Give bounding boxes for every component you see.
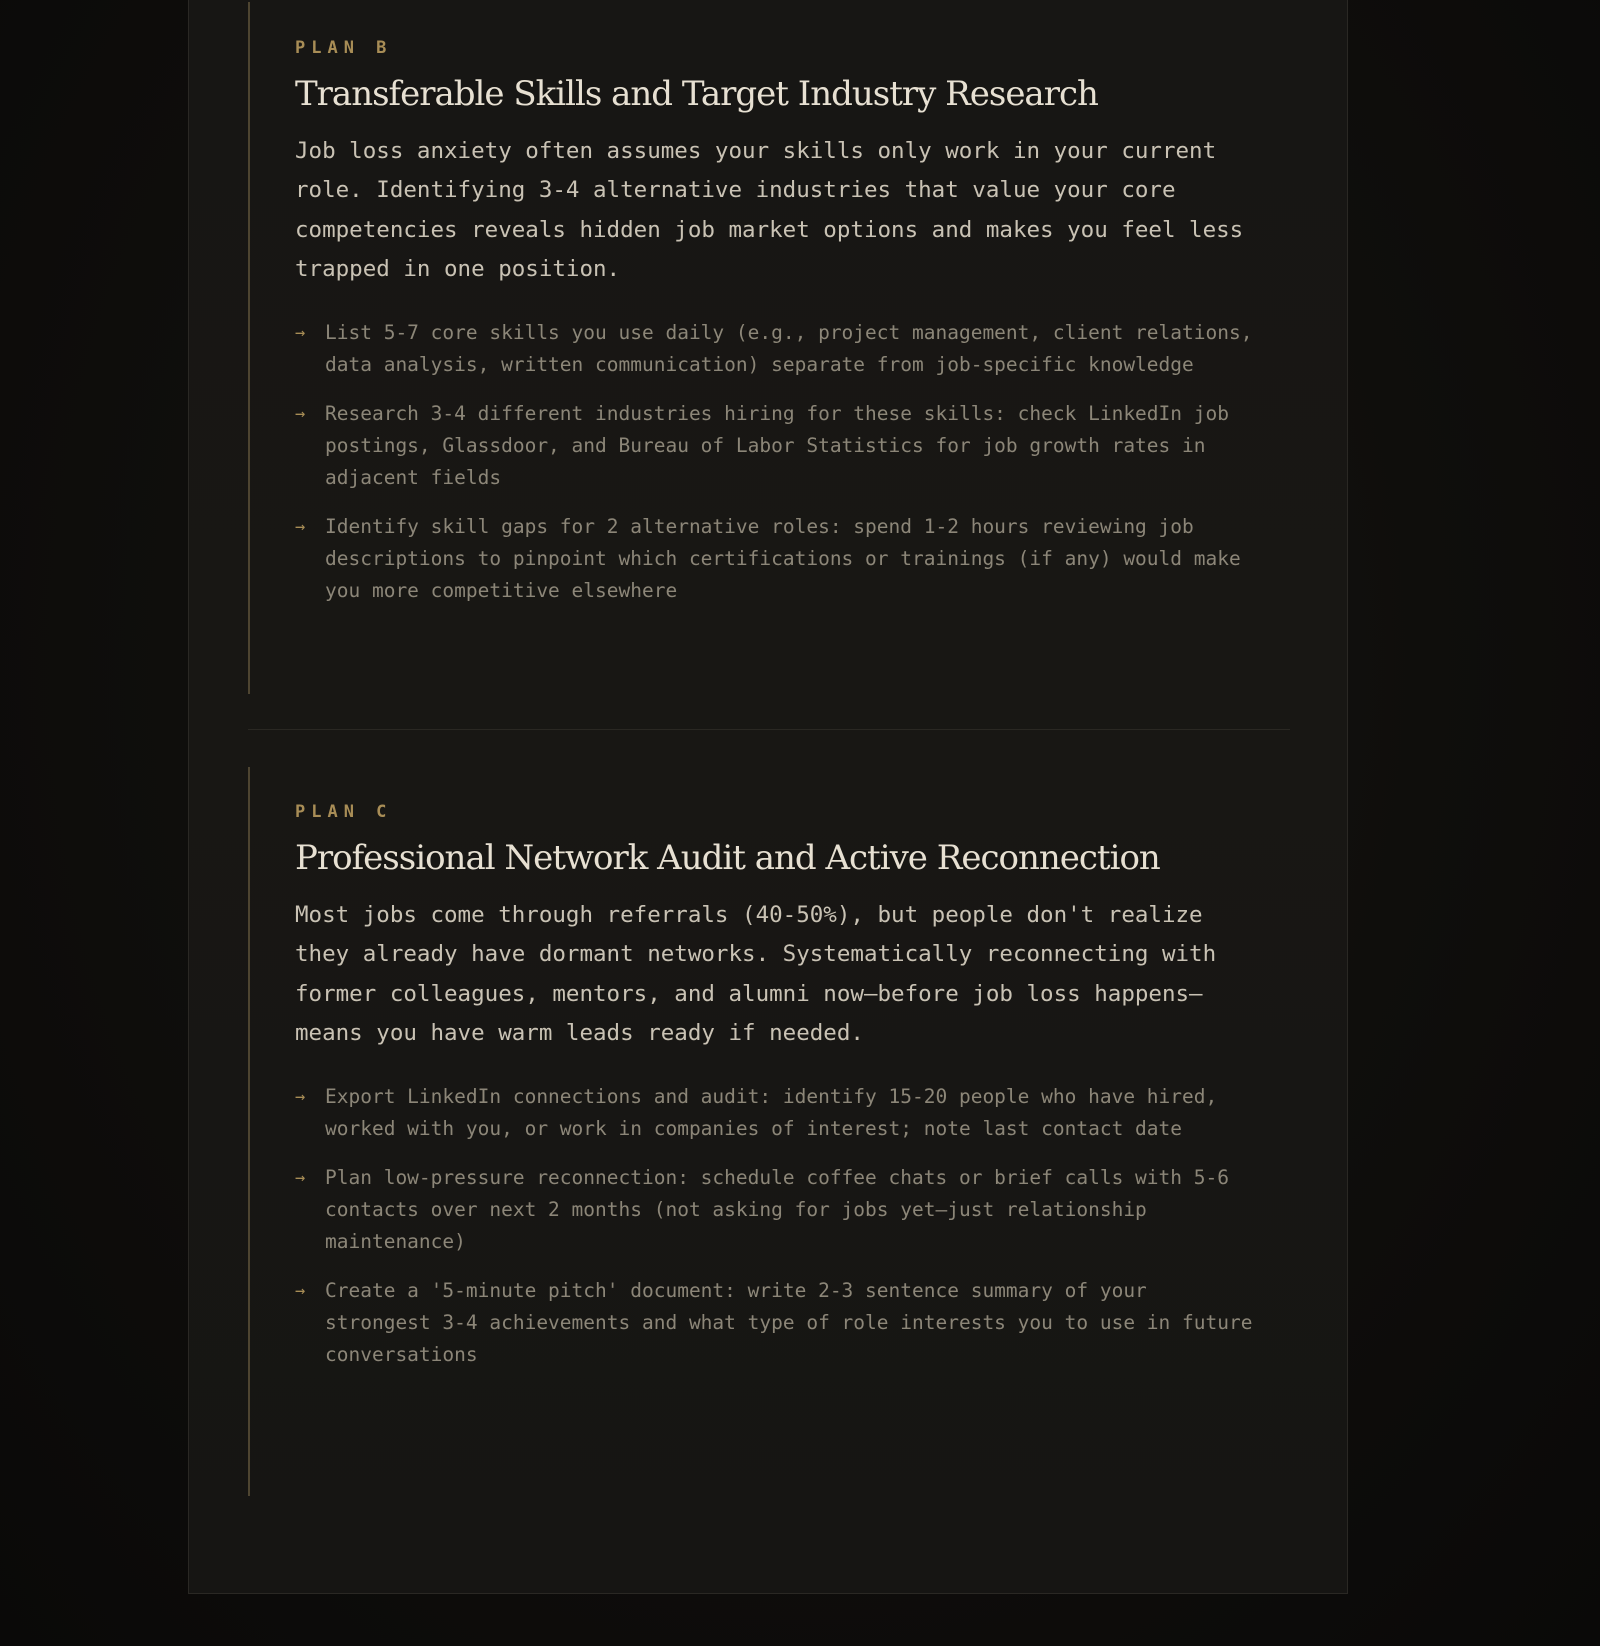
arrow-right-icon: → bbox=[295, 1087, 306, 1108]
action-item bbox=[295, 1081, 1255, 1145]
action-text: Plan low-pressure reconnection: schedule coffee chats or brief calls with 5-6 contacts over next 2 months (not asking for jobs yet—just relationship maintenance) bbox=[325, 1166, 1229, 1254]
plans-card bbox=[188, 0, 1348, 1594]
action-list bbox=[295, 1081, 1255, 1371]
plan-label: PLAN C bbox=[295, 802, 393, 822]
plan-title: Professional Network Audit and Active Reconnection bbox=[295, 838, 1160, 878]
plan-description: Most jobs come through referrals (40-50%), but people don't realize they already have dormant networks. Systematically reconnecting with former colleagues, mentors, and alumni now—before job loss happens—means you have warm leads ready if needed. bbox=[295, 902, 1217, 1046]
action-item bbox=[295, 1275, 1255, 1371]
arrow-right-icon: → bbox=[295, 404, 306, 425]
action-text: List 5-7 core skills you use daily (e.g., project management, client relations, data analysis, written communication) separate from job-specific knowledge bbox=[325, 321, 1253, 377]
action-item bbox=[295, 511, 1255, 607]
plan-title: Transferable Skills and Target Industry Research bbox=[295, 74, 1098, 114]
arrow-right-icon: → bbox=[295, 323, 306, 344]
arrow-right-icon: → bbox=[295, 517, 306, 538]
action-item bbox=[295, 1162, 1255, 1258]
action-item bbox=[295, 398, 1255, 494]
action-text: Create a '5-minute pitch' document: write 2-3 sentence summary of your strongest 3-4 achievements and what type of role interests you to use in future conversations bbox=[325, 1279, 1253, 1367]
plan-b-section bbox=[248, 2, 1253, 694]
action-text: Identify skill gaps for 2 alternative roles: spend 1-2 hours reviewing job descriptions to pinpoint which certifications or trainings (if any) would make you more competitive elsewhere bbox=[325, 515, 1241, 603]
plan-label: PLAN B bbox=[295, 38, 393, 58]
arrow-right-icon: → bbox=[295, 1281, 306, 1302]
action-list bbox=[295, 317, 1255, 607]
action-text: Research 3-4 different industries hiring for these skills: check LinkedIn job postings, Glassdoor, and Bureau of Labor Statistics for job growth rates in adjacent fields bbox=[325, 402, 1229, 490]
plan-c-section bbox=[248, 767, 1253, 1496]
section-divider bbox=[248, 729, 1290, 730]
arrow-right-icon: → bbox=[295, 1168, 306, 1189]
plan-description: Job loss anxiety often assumes your skills only work in your current role. Identifying 3-4 alternative industries that value your core competencies reveals hidden job market options and makes you feel less trapped in one position. bbox=[295, 138, 1244, 282]
action-item bbox=[295, 317, 1255, 381]
action-text: Export LinkedIn connections and audit: identify 15-20 people who have hired, worked with you, or work in companies of interest; note last contact date bbox=[325, 1085, 1218, 1141]
